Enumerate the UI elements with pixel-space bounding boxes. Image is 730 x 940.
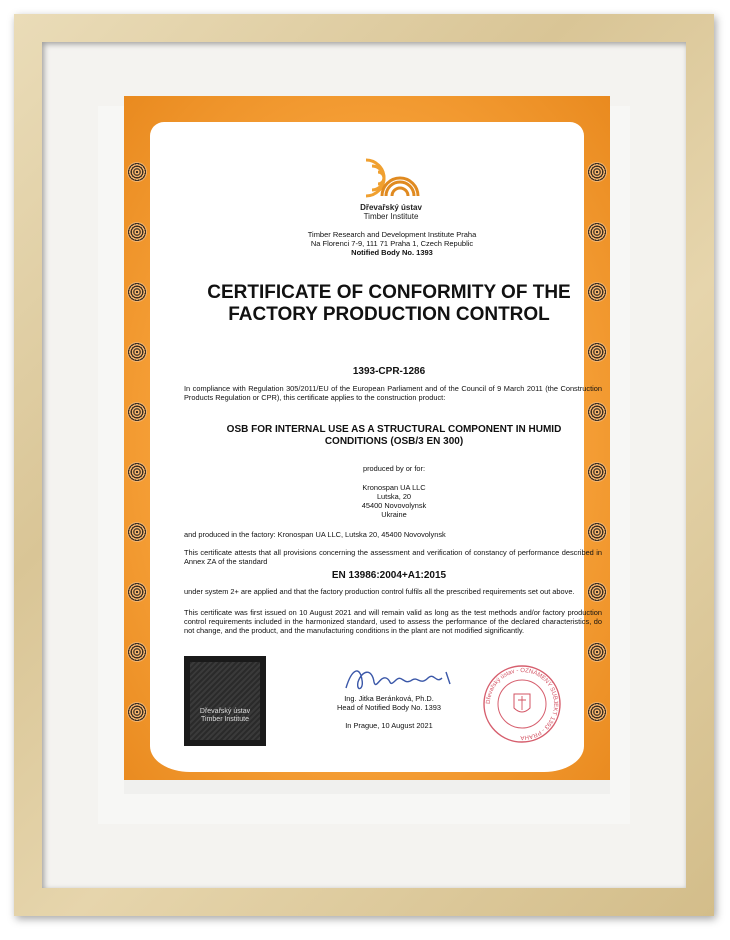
system-paragraph: under system 2+ are applied and that the factory production control fulfils all the prescribed requirements set out above. [184,587,575,596]
seal-line2: Timber Institute [201,716,249,723]
logo-arcs-icon [360,156,422,198]
attest-paragraph: This certificate attests that all provisions concerning the assessment and verification of constancy of performance described in Annex ZA of the standard [184,548,602,566]
stamp-text: Dřevařský ústav - OZNÁMENÝ SUBJEKT 1393 - PRAHA [485,667,559,741]
bottom-strip [124,780,610,794]
left-swirl-border [124,132,150,762]
signature [342,662,462,696]
swirl-ornament [127,342,147,362]
manufacturer-address [254,483,534,519]
notified-body-number: Notified Body No. 1393 [351,248,433,257]
swirl-ornament [127,222,147,242]
swirl-ornament [587,642,607,662]
place-and-date: In Prague, 10 August 2021 [345,721,433,730]
swirl-ornament [127,522,147,542]
issuer-address: Na Florenci 7-9, 111 71 Praha 1, Czech Republic [310,239,474,248]
swirl-ornament [127,402,147,422]
swirl-ornament [587,222,607,242]
issuer-name: Timber Research and Development Institute Praha [307,230,477,239]
produced-by-label: produced by or for: [362,464,426,473]
product-name: OSB FOR INTERNAL USE AS A STRUCTURAL COMPONENT IN HUMID CONDITIONS (OSB/3 EN 300) [226,424,562,447]
swirl-ornament [127,462,147,482]
issuer-block [274,230,510,257]
signatory-block [274,694,504,712]
hologram-seal [184,656,266,746]
swirl-ornament [127,282,147,302]
official-stamp [480,662,564,746]
swirl-ornament [587,702,607,722]
certificate-title: CERTIFICATE OF CONFORMITY OF THE FACTORY PRODUCTION CONTROL [207,282,571,325]
signatory-name: Ing. Jitka Beránková, Ph.D. [344,694,434,703]
certificate [124,96,610,794]
factory-paragraph: and produced in the factory: Kronospan UA LLC, Lutska 20, 45400 Novovolynsk [184,530,446,539]
standard-reference: EN 13986:2004+A1:2015 [331,570,447,581]
validity-paragraph: This certificate was first issued on 10 August 2021 and will remain valid as long as the test methods and/or factory production control requirements included in the harmonized standard, used to assess the performance of the declared characteristics, do not change, and the product, and the manufacturing conditions in the plant are not modified significantly. [184,608,602,635]
right-swirl-border [584,132,610,762]
seal-line1: Dřevařský ústav [199,708,251,715]
swirl-ornament [587,342,607,362]
swirl-ornament [127,162,147,182]
swirl-ornament [587,462,607,482]
institute-logo [336,156,446,221]
signatory-role: Head of Notified Body No. 1393 [337,703,441,712]
swirl-ornament [127,702,147,722]
manufacturer-street: Lutska, 20 [376,492,412,501]
manufacturer-city: 45400 Novovolynsk [361,501,427,510]
swirl-ornament [587,162,607,182]
certificate-number: 1393-CPR-1286 [352,366,426,377]
compliance-paragraph: In compliance with Regulation 305/2011/EU of the European Parliament and of the Council of 9 March 2011 (the Construction Products Regulation or CPR), this certificate applies to the construction product: [184,384,602,402]
logo-name: Dřevařský ústav [360,203,422,212]
swirl-ornament [127,582,147,602]
swirl-ornament [587,402,607,422]
manufacturer-name: Kronospan UA LLC [362,483,426,492]
logo-subname: Timber Institute [363,212,419,221]
swirl-ornament [127,642,147,662]
manufacturer-country: Ukraine [381,510,407,519]
